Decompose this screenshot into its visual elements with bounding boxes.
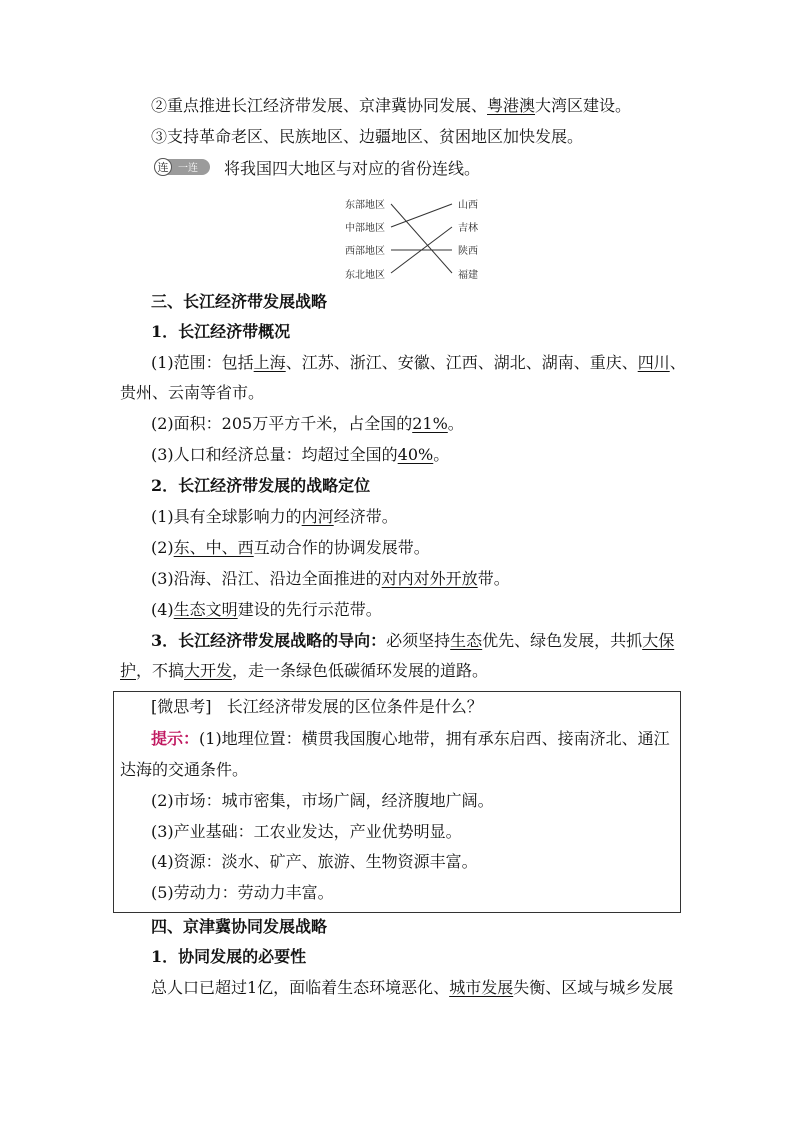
underlined-term: 内河 bbox=[301, 507, 334, 526]
text-segment: (3)人口和经济总量：均超过全国的 bbox=[151, 445, 398, 464]
text-segment: ，走一条绿色低碳循环发展的道路。 bbox=[232, 661, 489, 680]
underlined-term: 生态 bbox=[450, 631, 483, 650]
think-box-title bbox=[151, 697, 483, 717]
text-segment: 建设的先行示范带。 bbox=[237, 600, 382, 619]
diagram-right-label: 陕西 bbox=[458, 246, 478, 257]
subsection-heading: 1．协同发展的必要性 bbox=[151, 947, 307, 966]
text-segment: (4) bbox=[151, 600, 174, 619]
underlined-term: 21% bbox=[412, 414, 448, 433]
section-heading: 三、长江经济带发展战略 bbox=[151, 292, 328, 311]
text-segment: (1)具有全球影响力的 bbox=[151, 507, 302, 526]
text-segment: ，不搞 bbox=[136, 661, 185, 680]
svg-text:一连: 一连 bbox=[178, 163, 198, 174]
exercise-instruction: 将我国四大地区与对应的省份连线。 bbox=[224, 159, 481, 178]
text-line-2: ③支持革命老区、民族地区、边疆地区、贫困地区加快发展。 bbox=[151, 127, 584, 146]
underlined-term: 护 bbox=[120, 661, 137, 680]
underlined-term: 40% bbox=[397, 445, 434, 464]
text-line bbox=[151, 353, 686, 373]
connection-line bbox=[391, 204, 452, 227]
underlined-term: 东、中、西 bbox=[173, 538, 254, 557]
diagram-left-label: 东北地区 bbox=[345, 270, 385, 281]
hint-line bbox=[151, 729, 670, 749]
text-segment: 总人口已超过1亿，面临着生态环境恶化、 bbox=[151, 978, 450, 997]
text-segment: 必须坚持 bbox=[386, 631, 451, 650]
diagram-left-label: 中部地区 bbox=[345, 223, 385, 234]
text-line bbox=[151, 978, 673, 998]
underlined-term: 生态文明 bbox=[173, 600, 238, 619]
text-segment: 失衡、区域与城乡发展 bbox=[513, 978, 674, 997]
text-line bbox=[151, 631, 674, 651]
svg-text:连: 连 bbox=[157, 161, 169, 174]
connection-line bbox=[391, 204, 452, 273]
text-line: 贵州、云南等省市。 bbox=[120, 383, 265, 402]
text-line bbox=[151, 538, 430, 558]
subsection-heading: 2．长江经济带发展的战略定位 bbox=[151, 476, 371, 495]
underlined-term: 四川 bbox=[637, 353, 670, 372]
text-segment: (1)范围：包括 bbox=[151, 353, 254, 372]
underlined-term: 大保 bbox=[642, 631, 675, 650]
diagram-right-label: 吉林 bbox=[458, 223, 478, 234]
text-segment: 3．长江经济带发展战略的导向： bbox=[151, 631, 387, 650]
underlined-term: 城市发展 bbox=[449, 978, 514, 997]
hint-line: (3)产业基础：工农业发达，产业优势明显。 bbox=[151, 822, 462, 841]
hint-line: 达海的交通条件。 bbox=[120, 760, 249, 779]
underlined-term: 对内对外开放 bbox=[381, 569, 478, 588]
section-heading: 四、京津冀协同发展战略 bbox=[151, 917, 328, 936]
text-segment: ②重点推进长江经济带发展、京津冀协同发展、 bbox=[151, 96, 488, 115]
diagram-left-label: 西部地区 bbox=[345, 246, 385, 257]
text-segment: (2) bbox=[151, 538, 174, 557]
text-line bbox=[151, 445, 449, 465]
text-segment: (2)面积：205万平方千米，占全国的 bbox=[151, 414, 413, 433]
text-segment: 带。 bbox=[477, 569, 510, 588]
text-segment: 大湾区建设。 bbox=[535, 96, 632, 115]
text-segment: 。 bbox=[447, 414, 464, 433]
text-line bbox=[151, 569, 510, 589]
underlined-term: 粤港澳 bbox=[487, 96, 536, 115]
hint-line: (2)市场：城市密集，市场广阔，经济腹地广阔。 bbox=[151, 791, 494, 810]
underlined-term: 大开发 bbox=[184, 661, 233, 680]
think-question: 长江经济带发展的区位条件是什么？ bbox=[226, 697, 483, 716]
text-segment: (3)沿海、沿江、沿边全面推进的 bbox=[151, 569, 382, 588]
diagram-left-label: 东部地区 bbox=[345, 200, 385, 211]
think-tag: [微思考] bbox=[151, 697, 212, 716]
diagram-right-label: 福建 bbox=[458, 270, 478, 281]
text-segment: (1)地理位置：横贯我国腹心地带，拥有承东启西、接南济北、通江 bbox=[199, 729, 670, 748]
diagram-right-label: 山西 bbox=[458, 200, 478, 211]
text-segment: 优先、绿色发展，共抓 bbox=[482, 631, 643, 650]
text-line bbox=[151, 600, 382, 620]
text-line bbox=[120, 661, 488, 681]
hint-label: 提示： bbox=[151, 729, 200, 748]
text-segment: 互动合作的协调发展带。 bbox=[253, 538, 430, 557]
text-line bbox=[151, 414, 464, 434]
text-segment: 。 bbox=[433, 445, 450, 464]
text-segment: 、 bbox=[669, 353, 686, 372]
underlined-term: 上海 bbox=[253, 353, 286, 372]
text-segment: 、江苏、浙江、安徽、江西、湖北、湖南、重庆、 bbox=[285, 353, 638, 372]
hint-line: (5)劳动力：劳动力丰富。 bbox=[151, 883, 334, 902]
hint-line: (4)资源：淡水、矿产、旅游、生物资源丰富。 bbox=[151, 852, 478, 871]
subsection-heading: 1．长江经济带概况 bbox=[151, 322, 291, 341]
text-segment: 经济带。 bbox=[333, 507, 398, 526]
text-line bbox=[151, 507, 398, 527]
